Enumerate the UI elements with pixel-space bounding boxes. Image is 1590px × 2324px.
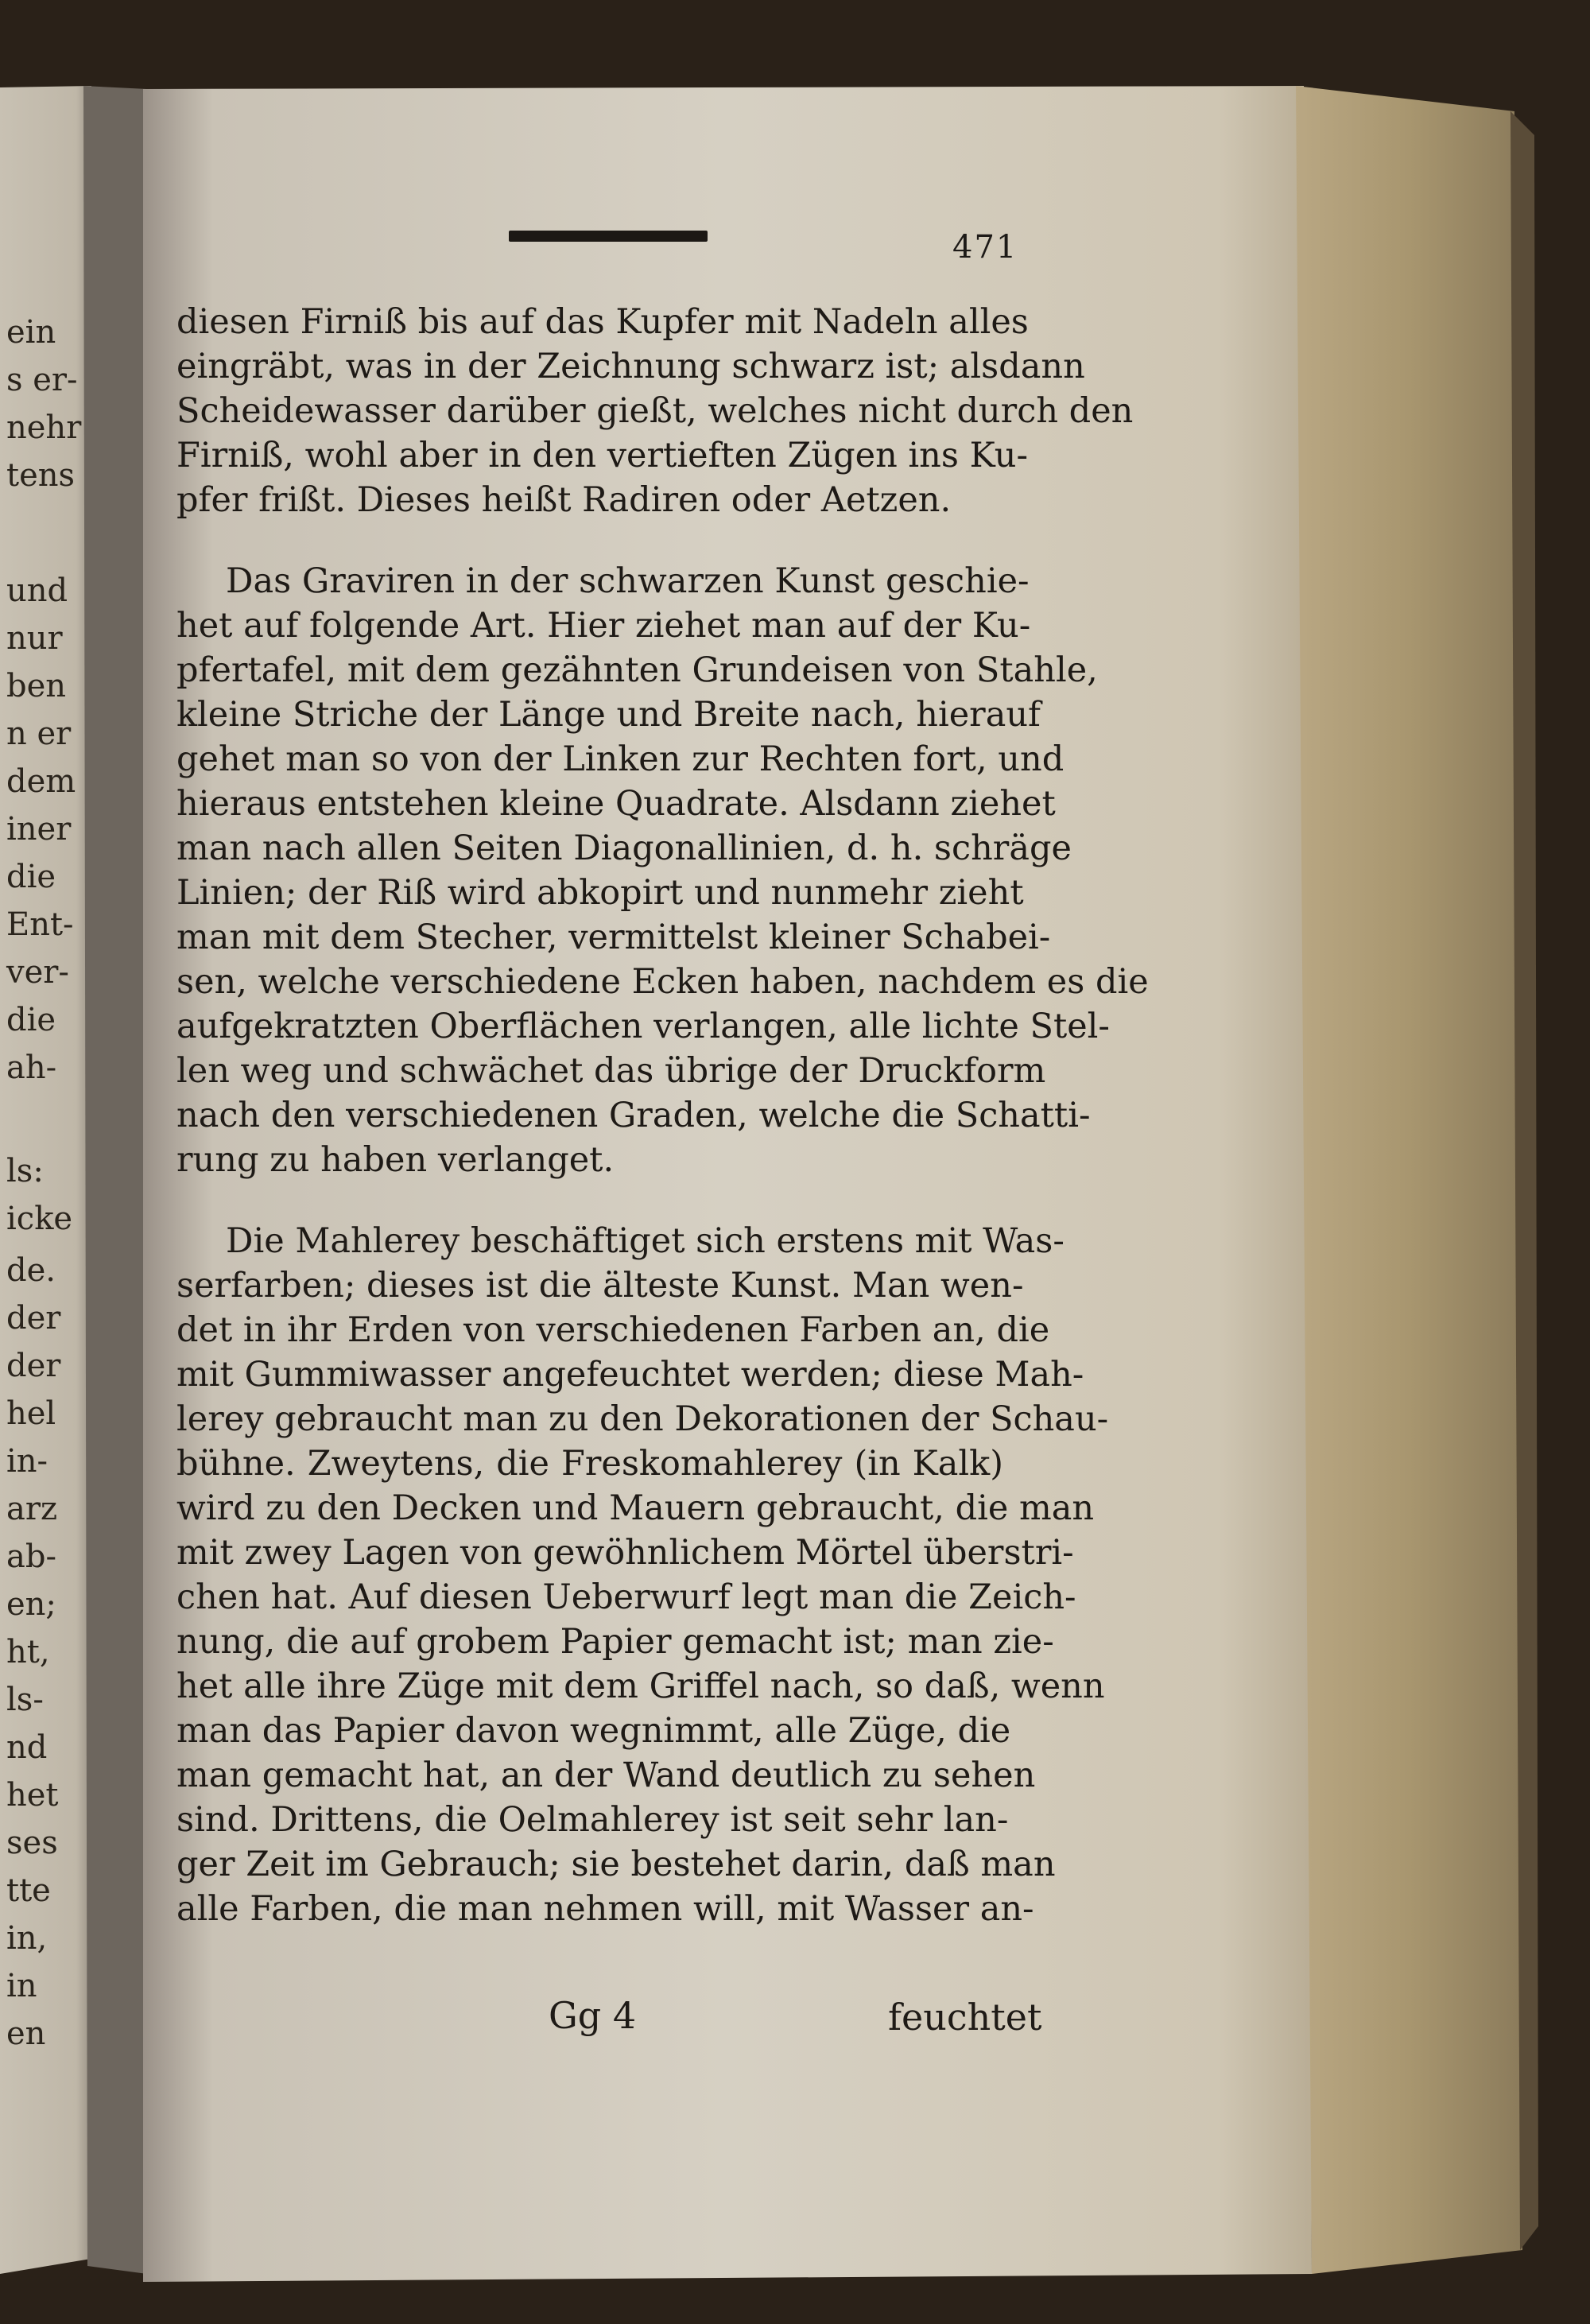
left-fragment: en;	[6, 1586, 56, 1623]
text-line: bühne. Zweytens, die Freskomahlerey (in Kalk)	[176, 1444, 1003, 1484]
signature-mark: Gg 4	[549, 1994, 637, 2037]
left-fragment: und	[6, 572, 68, 609]
left-fragment: ab-	[6, 1538, 56, 1575]
catchword: feuchtet	[888, 1996, 1042, 2039]
left-fragment: der	[6, 1348, 61, 1384]
left-fragment: Ent-	[6, 906, 74, 943]
text-line: het auf folgende Art. Hier ziehet man auf der Ku-	[176, 606, 1031, 646]
left-fragment: nur	[6, 620, 63, 657]
text-line: lerey gebraucht man zu den Dekorationen der Schau-	[176, 1399, 1109, 1439]
left-fragment: dem	[6, 763, 76, 800]
left-fragment: ls:	[6, 1153, 44, 1189]
left-fragment: ver-	[6, 954, 69, 991]
text-line: man das Papier davon wegnimmt, alle Züge, die	[176, 1711, 1011, 1751]
left-fragment: ben	[6, 668, 67, 704]
text-line: pfertafel, mit dem gezähnten Grundeisen von Stahle,	[176, 650, 1098, 690]
page-number: 471	[952, 229, 1018, 266]
left-fragment: in,	[6, 1920, 48, 1957]
left-fragment: ein	[6, 314, 56, 351]
left-fragment: het	[6, 1777, 59, 1814]
text-line: pfer frißt. Dieses heißt Radiren oder Aetzen.	[176, 480, 952, 520]
text-line: mit zwey Lagen von gewöhnlichem Mörtel überstri-	[176, 1533, 1074, 1573]
left-fragment: der	[6, 1300, 61, 1337]
left-fragment: arz	[6, 1491, 58, 1527]
text-line: nach den verschiedenen Graden, welche die Schatti-	[176, 1096, 1091, 1135]
left-fragment: ls-	[6, 1682, 44, 1718]
left-fragment: ses	[6, 1825, 58, 1861]
text-line: Firniß, wohl aber in den vertieften Zügen ins Ku-	[176, 436, 1029, 475]
text-line: Das Graviren in der schwarzen Kunst geschie-	[226, 561, 1030, 601]
left-fragment: die	[6, 1002, 56, 1038]
text-line: man nach allen Seiten Diagonallinien, d. h. schräge	[176, 828, 1072, 868]
left-fragment: iner	[6, 811, 72, 848]
text-line: gehet man so von der Linken zur Rechten fort, und	[176, 739, 1065, 779]
text-line: aufgekratzten Oberflächen verlangen, alle lichte Stel-	[176, 1007, 1110, 1046]
left-fragment: tte	[6, 1872, 51, 1909]
left-fragment: ht,	[6, 1634, 50, 1670]
left-fragment: die	[6, 859, 56, 895]
text-line: det in ihr Erden von verschiedenen Farben an, die	[176, 1310, 1050, 1350]
left-fragment: de.	[6, 1252, 56, 1289]
left-fragment: in-	[6, 1443, 48, 1480]
text-line: rung zu haben verlanget.	[176, 1140, 615, 1180]
text-line: sind. Drittens, die Oelmahlerey ist seit sehr lan-	[176, 1800, 1009, 1840]
text-line: ger Zeit im Gebrauch; sie bestehet darin, daß man	[176, 1845, 1056, 1884]
left-fragment: ah-	[6, 1049, 57, 1086]
text-line: eingräbt, was in der Zeichnung schwarz ist; alsdann	[176, 347, 1085, 386]
left-fragment: n er	[6, 716, 72, 752]
left-fragment: en	[6, 2016, 46, 2052]
text-line: Scheidewasser darüber gießt, welches nicht durch den	[176, 391, 1134, 431]
text-line: man mit dem Stecher, vermittelst kleiner Schabei-	[176, 918, 1051, 957]
left-fragment: icke	[6, 1201, 73, 1237]
text-line: len weg und schwächet das übrige der Druckform	[176, 1051, 1046, 1091]
left-fragment: nd	[6, 1729, 48, 1766]
text-line: diesen Firniß bis auf das Kupfer mit Nadeln alles	[176, 302, 1029, 342]
text-line: mit Gummiwasser angefeuchtet werden; diese Mah-	[176, 1355, 1084, 1395]
text-line: nung, die auf grobem Papier gemacht ist; man zie-	[176, 1622, 1054, 1662]
text-line: Linien; der Riß wird abkopirt und nunmehr zieht	[176, 873, 1024, 913]
text-line: alle Farben, die man nehmen will, mit Wasser an-	[176, 1889, 1034, 1929]
left-fragment: in	[6, 1968, 37, 2004]
text-line: sen, welche verschiedene Ecken haben, nachdem es die	[176, 962, 1149, 1002]
left-fragment: tens	[6, 457, 76, 494]
text-line: Die Mahlerey beschäftiget sich erstens mit Was-	[226, 1221, 1065, 1261]
text-line: wird zu den Decken und Mauern gebraucht, die man	[176, 1488, 1095, 1528]
text-line: het alle ihre Züge mit dem Griffel nach, so daß, wenn	[176, 1666, 1105, 1706]
left-fragment: nehr	[6, 409, 82, 446]
left-fragment: s er-	[6, 362, 78, 398]
text-line: chen hat. Auf diesen Ueberwurf legt man die Zeich-	[176, 1577, 1076, 1617]
text-line: kleine Striche der Länge und Breite nach, hierauf	[176, 695, 1041, 735]
text-line: serfarben; dieses ist die älteste Kunst. Man wen-	[176, 1266, 1024, 1306]
text-line: hieraus entstehen kleine Quadrate. Alsdann ziehet	[176, 784, 1056, 824]
text-line: man gemacht hat, an der Wand deutlich zu sehen	[176, 1756, 1036, 1795]
left-fragment: hel	[6, 1395, 56, 1432]
header-rule	[509, 231, 708, 242]
